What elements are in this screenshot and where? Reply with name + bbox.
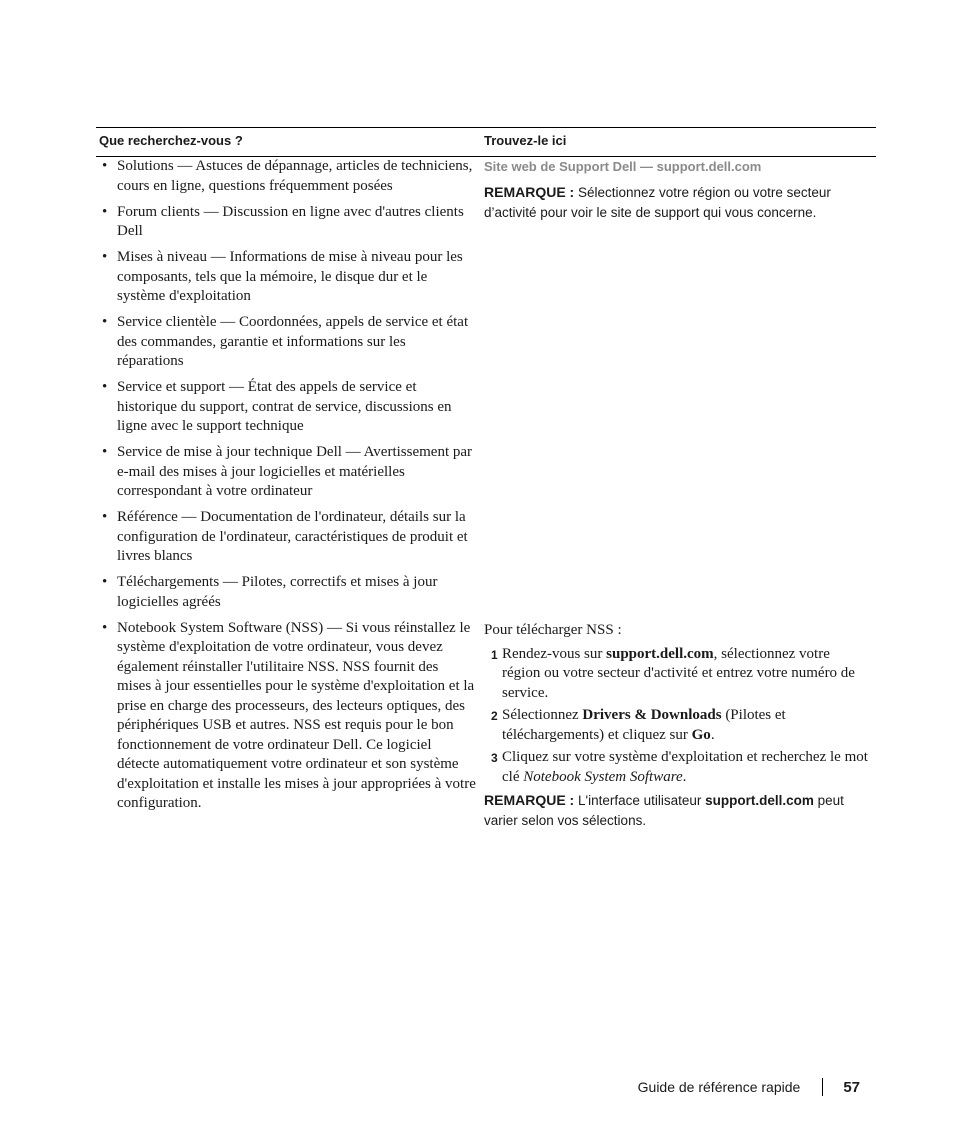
nss-intro: Pour télécharger NSS :: [484, 622, 622, 638]
list-item: [96, 573, 476, 612]
table-header: [96, 127, 876, 157]
bullet-icon: •: [102, 574, 108, 590]
bullet-icon: •: [102, 314, 108, 330]
step-text: .: [682, 768, 687, 785]
step-item: [484, 706, 869, 745]
step-text: Cliquez sur votre système d'exploitation et recherchez le mot clé: [502, 749, 868, 785]
item-text: Téléchargements — Pilotes, correctifs et mises à jour logicielles agréés: [117, 574, 438, 610]
note-label: REMARQUE :: [484, 792, 575, 808]
go-label: Go: [691, 726, 711, 743]
step-number: 3: [491, 751, 498, 765]
step-item: [484, 645, 869, 704]
bullet-icon: •: [102, 158, 108, 174]
guide-title: Guide de référence rapide: [637, 1079, 801, 1095]
item-text: Forum clients — Discussion en ligne avec d'autres clients Dell: [117, 203, 464, 239]
nss-steps: [484, 645, 869, 788]
list-item: [96, 378, 476, 437]
support-site-title: Site web de Support Dell — support.dell.com: [484, 159, 762, 174]
note-region: [484, 182, 869, 223]
right-column: [484, 157, 869, 223]
step-text: , sélectionnez votre région ou votre secteur d'activité et entrez votre numéro de service.: [502, 645, 855, 701]
item-text: Mises à niveau — Informations de mise à niveau pour les composants, tels que la mémoire, le disque dur et le système d'exploitation: [117, 249, 463, 304]
item-text: Notebook System Software (NSS) — Si vous réinstallez le système d'exploitation de votre ordinateur, vous devez également réinstaller l'utilitaire NSS. NSS fournit des mises à jour essentielles pour le système d'exploitation et la prise en charge des processeurs, des lecteurs optiques, des périphériques USB et autres. NSS est requis pour le bon fonctionnement de votre ordinateur Dell. Ce logiciel détecte automatiquement votre ordinateur et son système d'exploitation et installe les mises à jour appropriées à votre configuration.: [117, 619, 476, 811]
bullet-icon: •: [102, 444, 108, 460]
step-text: .: [710, 726, 715, 743]
header-left: Que recherchez-vous ?: [99, 133, 243, 148]
keyword: Notebook System Software: [523, 768, 683, 785]
nss-download-section: [484, 621, 869, 831]
bullet-icon: •: [102, 379, 108, 395]
left-column: [96, 157, 476, 820]
note-label: REMARQUE :: [484, 183, 575, 200]
step-number: 2: [491, 709, 498, 723]
drivers-downloads-label: Drivers & Downloads: [582, 707, 722, 723]
support-link[interactable]: support.dell.com: [705, 793, 814, 808]
list-item: [96, 157, 476, 196]
bullet-icon: •: [102, 619, 108, 636]
bullet-icon: •: [102, 509, 108, 525]
step-text: (Pilotes et téléchargements) et cliquez sur: [502, 707, 786, 743]
footer-divider: [822, 1078, 823, 1096]
resource-list: [96, 157, 476, 814]
step-text: Sélectionnez: [502, 707, 583, 723]
header-right: Trouvez-le ici: [484, 133, 567, 148]
item-text: Référence — Documentation de l'ordinateur, détails sur la configuration de l'ordinateur, caractéristiques de produit et livres blancs: [117, 509, 468, 564]
step-text: Rendez-vous sur: [502, 645, 607, 662]
info-table: [96, 127, 876, 828]
list-item: [96, 508, 476, 567]
list-item: [96, 619, 476, 814]
item-text: Solutions — Astuces de dépannage, articles de techniciens, cours en ligne, questions fréquemment posées: [117, 158, 473, 194]
list-item: [96, 443, 476, 502]
note-text: Sélectionnez votre région ou votre secteur d’activité pour voir le site de support qui vous concerne.: [484, 184, 831, 220]
step-number: 1: [491, 647, 498, 662]
list-item: [96, 203, 476, 242]
list-item: [96, 313, 476, 372]
item-text: Service et support — État des appels de service et historique du support, contrat de service, discussions en ligne avec le support technique: [117, 379, 452, 434]
page-footer: [638, 1076, 860, 1098]
note-interface: [484, 790, 869, 831]
item-text: Service de mise à jour technique Dell — Avertissement par e-mail des mises à jour logicielles et matérielles correspondant à votre ordinateur: [117, 444, 473, 499]
item-text: Service clientèle — Coordonnées, appels de service et état des commandes, garantie et informations sur les réparations: [117, 314, 469, 369]
support-link[interactable]: support.dell.com: [606, 645, 714, 662]
page-number: 57: [843, 1078, 860, 1096]
list-item: [96, 248, 476, 307]
note-text: peut varier selon vos sélections.: [484, 793, 844, 828]
step-item: [484, 748, 869, 787]
bullet-icon: •: [102, 203, 108, 220]
note-text: L'interface utilisateur: [574, 793, 706, 808]
bullet-icon: •: [102, 249, 108, 265]
